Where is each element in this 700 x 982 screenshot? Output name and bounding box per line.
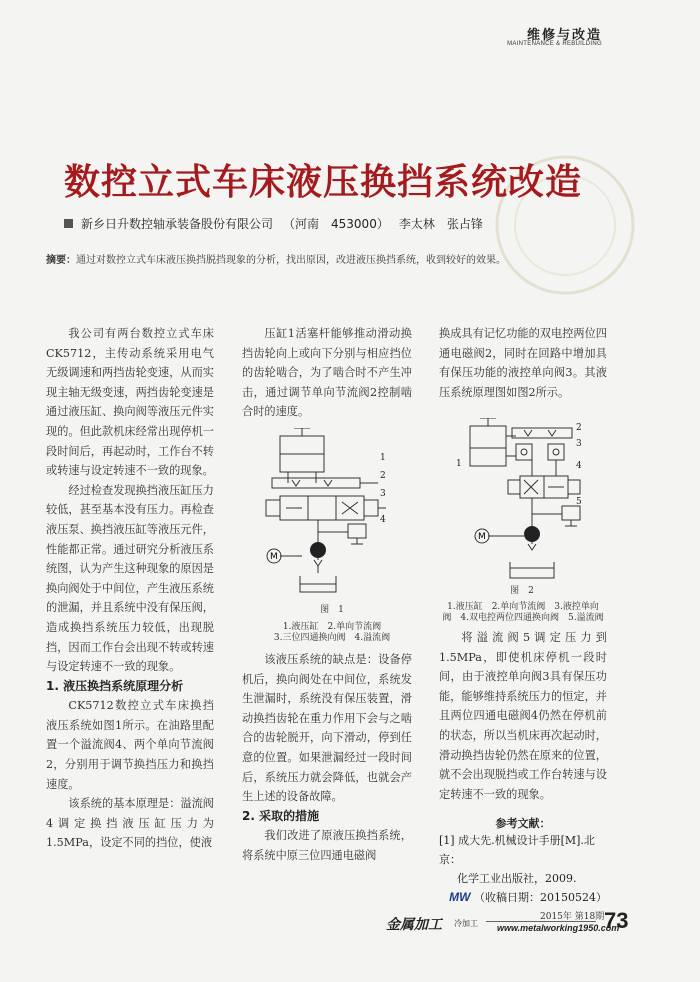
paragraph: CK5712数控立式车床换挡液压系统如图1所示。在油路里配置一个溢流阀4、两个单向节流阀2，分别用于调节换挡压力和换挡速度。 xyxy=(46,699,214,791)
column-1 xyxy=(46,324,214,853)
paragraph: 换成具有记忆功能的双电控两位四通电磁阀2，同时在回路中增加具有保压功能的液控单向阀3。其液压系统原理图如图2所示。 xyxy=(439,327,607,399)
reference-item: [1] 成大先.机械设计手册[M].北京： xyxy=(439,834,595,866)
paragraph: 我们改进了原液压换挡系统，将系统中原三位四通电磁阀 xyxy=(242,829,412,862)
paragraph: 该液压系统的缺点是：设备停机后，换向阀处在中间位，系统发生泄漏时，系统没有保压装置，滑动换挡齿轮在重力作用下会与之啮合的齿轮脱开，向下滑动，停到任意的位置。如果泄漏经过一段时间后，系统压力就会降低，也就会产生上述的设备故障。 xyxy=(242,653,412,804)
caption-line: 1.液压缸 2.单向节流阀 xyxy=(282,622,382,632)
issue-number: 2015年 第18期 xyxy=(540,912,605,922)
mw-logo: MW xyxy=(449,890,471,904)
column-2-lower xyxy=(242,650,412,866)
figure-1-caption xyxy=(246,622,418,644)
column-3-lower xyxy=(439,628,607,804)
caption-line: 3.三位四通换向阀 4.溢流阀 xyxy=(273,633,391,643)
figure-1-title: 图 1 xyxy=(320,605,344,615)
location: （河南 453000） xyxy=(283,217,389,231)
paragraph: 将溢流阀5调定压力到1.5MPa，即使机床停机一段时间，由于液控单向阀3具有保压功能，能够维持系统压力的恒定，并且两位四通电磁阀4仍然在停机前的状态，所以当机床再次起动时，滑动换挡齿轮仍然在原来的位置，就不会出现脱挡或工作台转速与设定转速不一致的现象。 xyxy=(439,631,607,801)
paragraph: 经过检查发现换挡液压缸压力较低，甚至基本没有压力。再检查液压泵、换挡液压缸等液压元件，性能都正常。通过研究分析液压系统图，认为产生这种现象的原因是换向阀处于中间位，产生液压系统的泄漏，并且系统中没有保压阀，造成换挡系统压力较低，出现脱挡，因而工作台会出现不转或转速与设定转速不一致的现象。 xyxy=(46,483,214,674)
section-heading-1: 1. 液压换挡系统原理分析 xyxy=(46,678,184,693)
fig1-label: 2 xyxy=(380,471,386,481)
fig1-label: 1 xyxy=(380,453,386,463)
figure-2-caption xyxy=(434,602,612,624)
motor-label: M xyxy=(478,532,486,542)
figure-1-diagram xyxy=(258,428,408,598)
fig1-label: 3 xyxy=(380,489,386,499)
article-title: 数控立式车床液压换挡系统改造 xyxy=(64,162,583,203)
section-title: 维修与改造 xyxy=(526,28,602,43)
figure-2-diagram xyxy=(452,418,602,586)
journal-url[interactable]: www.metalworking1950.com xyxy=(497,923,620,933)
abstract-label: 摘要： xyxy=(46,255,76,266)
reference-item-cont: 化学工业出版社，2009. xyxy=(457,872,577,885)
square-bullet-icon xyxy=(64,219,73,228)
column-3 xyxy=(439,324,607,402)
affiliation: 新乡日升数控轴承装备股份有限公司 xyxy=(81,217,274,231)
authors: 李太林 张占锋 xyxy=(398,217,483,231)
section-subtitle: MAINTENANCE & REBUILDING xyxy=(507,41,602,47)
author-line xyxy=(64,215,493,232)
fig2-label: 2 xyxy=(576,423,582,433)
journal-subtitle: 冷加工 xyxy=(454,919,478,928)
received-date: （收稿日期：20150524） xyxy=(474,891,607,904)
references-heading: 参考文献： xyxy=(495,817,551,830)
column-2 xyxy=(242,324,412,422)
journal-logo: 金属加工 xyxy=(386,917,442,933)
fig2-label: 5 xyxy=(576,497,582,507)
figure-2-title: 图 2 xyxy=(510,586,534,596)
fig2-label: 1 xyxy=(456,459,462,469)
paragraph: 我公司有两台数控立式车床CK5712，主传动系统采用电气无级调速和两挡齿轮变速，从而实现主轴无级变速，两挡齿轮变速是通过液压缸、换向阀等液压元件实现的。但此款机床经常出现停机一段时间后，再起动时，工作台不转或转速与设定转速不一致的现象。 xyxy=(46,327,214,478)
fig1-label: 4 xyxy=(380,515,386,525)
references xyxy=(439,815,607,907)
caption-line: 1.液压缸 2.单向节流阀 3.液控单向 xyxy=(447,602,599,612)
paragraph: 压缸1活塞杆能够推动滑动换挡齿轮向上或向下分别与相应挡位的齿轮啮合，为了啮合时不产生冲击，通过调节单向节流阀2控制啮合时的速度。 xyxy=(242,327,412,419)
abstract xyxy=(46,251,646,266)
fig2-label: 3 xyxy=(576,439,582,449)
caption-line: 阀 4.双电控两位四通换向阀 5.溢流阀 xyxy=(442,613,604,623)
paragraph: 该系统的基本原理是：溢流阀4调定换挡液压缸压力为1.5MPa，设定不同的挡位，使液 xyxy=(46,797,214,850)
section-heading-2: 2. 采取的措施 xyxy=(242,808,320,823)
fig2-label: 4 xyxy=(576,461,582,471)
page-number: 73 xyxy=(604,908,629,933)
motor-label: M xyxy=(270,552,278,562)
abstract-text: 通过对数控立式车床液压换挡脱挡现象的分析，找出原因，改进液压换挡系统，收到较好的效果。 xyxy=(76,255,506,266)
